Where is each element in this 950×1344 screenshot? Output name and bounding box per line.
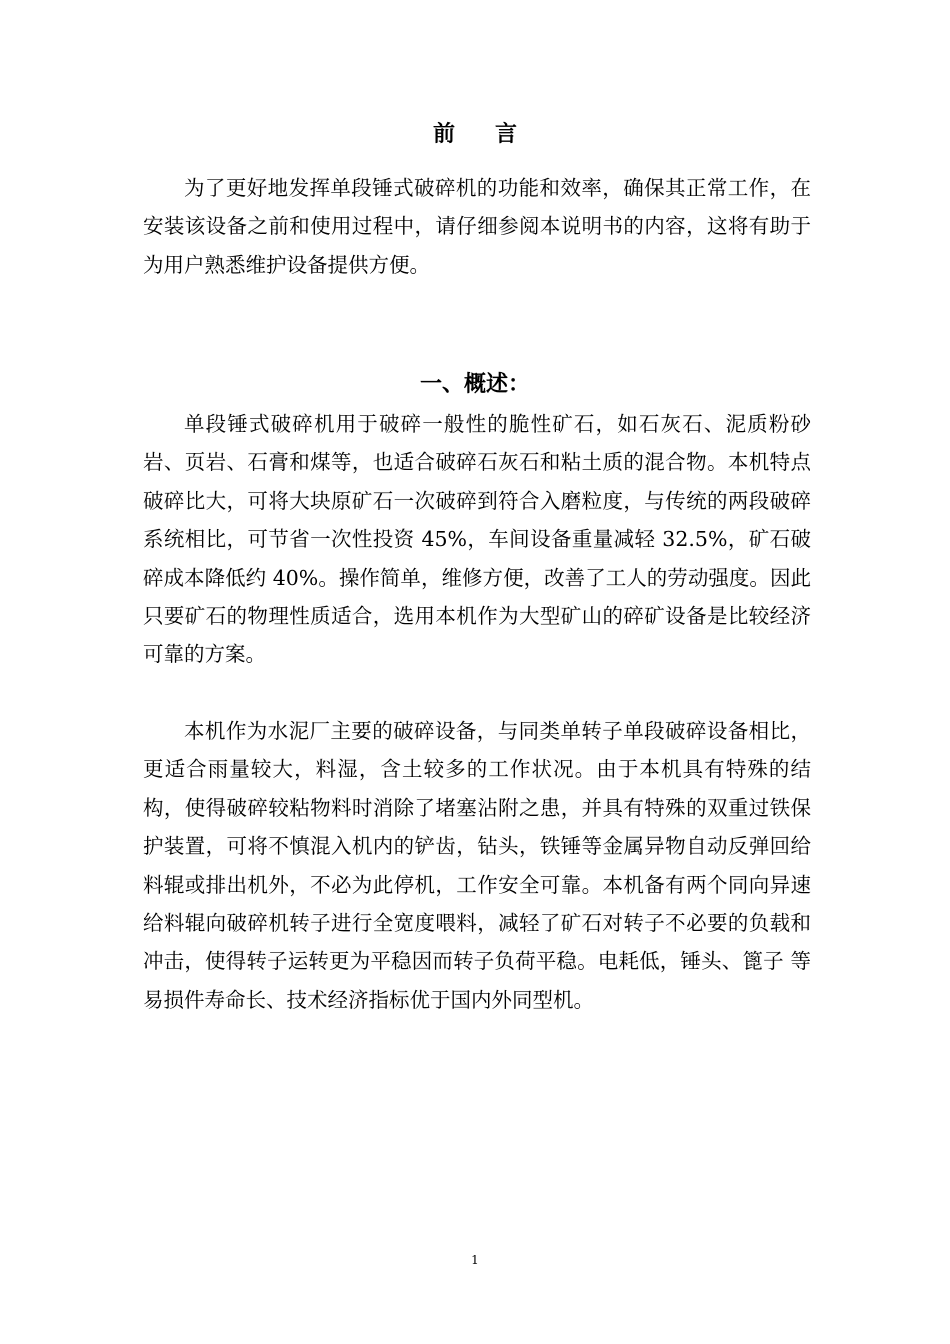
overview-paragraph-2: 本机作为水泥厂主要的破碎设备，与同类单转子单段破碎设备相比，更适合雨量较大，料湿，含土较多的工作状况。由于本机具有特殊的结构，使得破碎较粘物料时消除了堵塞沾附之患，并具有特殊的双重过铁保护装置，可将不慎混入机内的铲齿，钻头，铁锤等金属异物自动反弹回给料辊或排出机外，不必为此停机，工作安全可靠。本机备有两个同向异速给料辊向破碎机转子进行全宽度喂料，减轻了矿石对转子不必要的负载和冲击，使得转子运转更为平稳因而转子负荷平稳。电耗低，锤头、篦子 等易损件寿命长、技术经济指标优于国内外同型机。 [143, 719, 811, 1012]
page-number: 1 [471, 1253, 479, 1267]
overview-paragraph-1: 单段锤式破碎机用于破碎一般性的脆性矿石，如石灰石、泥质粉砂岩、页岩、石膏和煤等，也适合破碎石灰石和粘土质的混合物。本机特点破碎比大，可将大块原矿石一次破碎到符合入磨粒度，与传统的两段破碎系统相比，可节省一次性投资 45%，车间设备重量减轻 32.5%，矿石破碎成本降低约 40%。操作简单，维修方便，改善了工人的劳动强度。因此只要矿石的物理性质适合，选用本机作为大型矿山的碎矿设备是比较经济可靠的方案。 [143, 412, 811, 667]
overview-title: 一、概述： [419, 371, 530, 397]
preface-title: 前言 [432, 121, 557, 147]
preface-paragraph: 为了更好地发挥单段锤式破碎机的功能和效率，确保其正常工作，在安装该设备之前和使用过程中，请仔细参阅本说明书的内容，这将有助于为用户熟悉维护设备提供方便。 [143, 176, 811, 277]
